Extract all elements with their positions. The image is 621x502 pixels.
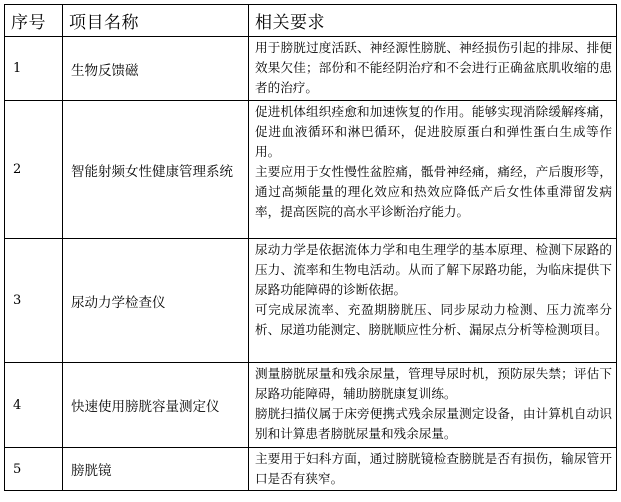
- requirement-paragraph: 用于膀胱过度活跃、神经源性膀胱、神经损伤引起的排尿、排便效果欠佳；部份和不能经阴治疗和不会进行正确盆底肌收缩的患者的治疗。: [255, 40, 612, 95]
- item-name: 膀胱镜: [63, 448, 249, 491]
- requirements-cell: [249, 239, 617, 363]
- header-item-name: 项目名称: [63, 5, 249, 37]
- row-number: 2: [5, 101, 63, 239]
- item-name: 智能射频女性健康管理系统: [63, 101, 249, 239]
- table-row: [5, 239, 617, 363]
- header-requirements: 相关要求: [249, 5, 617, 37]
- requirement-paragraph: 膀胱扫描仪属于床旁便携式残余尿量测定设备，由计算机自动识别和计算患者膀胱尿量和残余尿量。: [255, 406, 612, 441]
- header-row: [5, 5, 617, 37]
- requirements-cell: [249, 37, 617, 101]
- table-row: [5, 448, 617, 491]
- item-name: 快速使用膀胱容量测定仪: [63, 363, 249, 448]
- requirement-paragraph: 主要用于妇科方面，通过膀胱镜检查膀胱是否有损伤，输尿管开口是否有狭窄。: [255, 451, 612, 486]
- header-no: 序号: [5, 5, 63, 37]
- row-number: 5: [5, 448, 63, 491]
- requirements-cell: [249, 101, 617, 239]
- table-row: [5, 37, 617, 101]
- table-row: [5, 101, 617, 239]
- requirements-cell: [249, 448, 617, 491]
- row-number: 3: [5, 239, 63, 363]
- row-number: 1: [5, 37, 63, 101]
- requirement-paragraph: 测量膀胱尿量和残余尿量，管理导尿时机，预防尿失禁；评估下尿路功能障碍，辅助膀胱康复训练。: [255, 366, 612, 401]
- table-row: [5, 363, 617, 448]
- requirement-paragraph: 尿动力学是依据流体力学和电生理学的基本原理、检测下尿路的压力、流率和生物电活动。从而了解下尿路功能，为临床提供下尿路功能障碍的诊断依据。: [255, 242, 612, 297]
- requirement-paragraph: 主要应用于女性慢性盆腔痛，骶骨神经痛，痛经，产后腹形等，通过高频能量的理化效应和热效应降低产后女性体重滞留发病率，提高医院的高水平诊断治疗能力。: [255, 164, 612, 219]
- requirements-table: [4, 4, 617, 491]
- requirement-paragraph: 可完成尿流率、充盈期膀胱压、同步尿动力检测、压力流率分析、尿道功能测定、膀胱顺应性分析、漏尿点分析等检测项目。: [255, 302, 612, 337]
- requirement-paragraph: 促进机体组织痊愈和加速恢复的作用。能够实现消除缓解疼痛，促进血液循环和淋巴循环，促进胶原蛋白和弹性蛋白生成等作用。: [255, 104, 612, 159]
- row-number: 4: [5, 363, 63, 448]
- requirements-cell: [249, 363, 617, 448]
- item-name: 尿动力学检查仪: [63, 239, 249, 363]
- item-name: 生物反馈磁: [63, 37, 249, 101]
